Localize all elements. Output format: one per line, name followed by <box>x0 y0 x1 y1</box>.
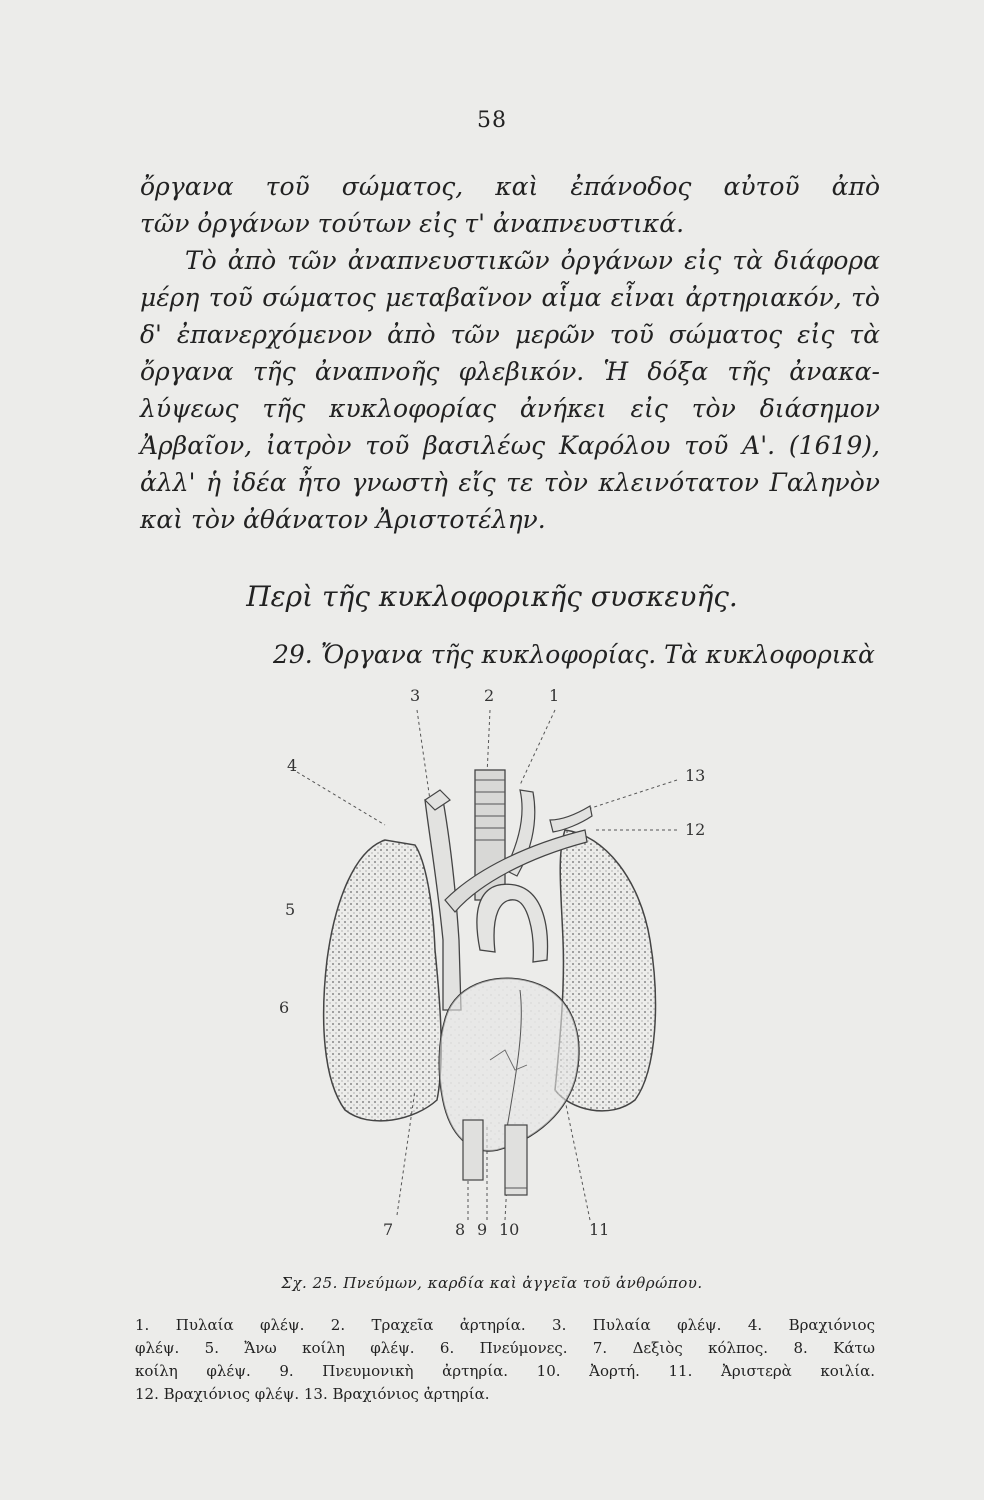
page-number: 58 <box>477 108 507 133</box>
figure-label: 4 <box>287 756 298 775</box>
legend-line: φλέψ. 5. Ἄνω κοίλη φλέψ. 6. Πνεύμονες. 7. Δεξιὸς κόλπος. 8. Κάτω <box>135 1339 875 1357</box>
legend-line: 12. Βραχιόνιος φλέψ. 13. Βραχιόνιος ἀρτηρία. <box>135 1385 490 1403</box>
body-text <box>140 168 880 538</box>
text-line: μέρη τοῦ σώματος μεταβαῖνον αἷμα εἶναι ἀρτηριακόν, τὸ <box>140 283 880 312</box>
legend-line: κοίλη φλέψ. 9. Πνευμονικὴ ἀρτηρία. 10. Ἀορτή. 11. Ἀριστερὰ κοιλία. <box>135 1362 875 1380</box>
figure-label: 12 <box>685 820 706 839</box>
section-heading: Περὶ τῆς κυκλοφορικῆς συσκευῆς. <box>246 580 738 613</box>
text-line: ἀλλ' ἡ ἰδέα ἦτο γνωστὴ εἴς τε τὸν κλεινότατον Γαληνὸν <box>140 468 880 497</box>
figure-label: 2 <box>484 686 495 705</box>
paragraph-continuation: Τὰ κυκλοφορικὰ <box>664 640 875 669</box>
figure-label: 13 <box>685 766 706 785</box>
text-line: ὄργανα τοῦ σώματος, καὶ ἐπάνοδος αὐτοῦ ἀπὸ <box>140 172 880 201</box>
text-line: Ἀρβαῖον, ἰατρὸν τοῦ βασιλέως Καρόλου τοῦ Α'. (1619), <box>140 431 880 460</box>
legend-line: 1. Πυλαία φλέψ. 2. Τραχεῖα ἀρτηρία. 3. Πυλαία φλέψ. 4. Βραχιόνιος <box>135 1316 875 1334</box>
text-line: Τὸ ἀπὸ τῶν ἀναπνευστικῶν ὀργάνων εἰς τὰ διάφορα <box>185 246 880 275</box>
figure-label: 6 <box>279 998 290 1017</box>
left-lung <box>324 840 442 1121</box>
figure-label: 5 <box>285 900 296 919</box>
anatomical-figure <box>265 680 745 1270</box>
heart-lungs-illustration <box>265 680 745 1270</box>
figure-caption: Σχ. 25. Πνεύμων, καρδία καὶ ἀγγεῖα τοῦ ἀνθρώπου. <box>281 1274 703 1292</box>
paragraph-title <box>273 640 873 669</box>
text-line: λύψεως τῆς κυκλοφορίας ἀνήκει εἰς τὸν διάσημον <box>140 394 880 423</box>
figure-label: 8 <box>455 1220 466 1239</box>
figure-label: 3 <box>410 686 421 705</box>
figure-label: 10 <box>499 1220 520 1239</box>
figure-label: 7 <box>383 1220 394 1239</box>
text-line: δ' ἐπανερχόμενον ἀπὸ τῶν μερῶν τοῦ σώματος εἰς τὰ <box>140 320 880 349</box>
figure-label: 1 <box>549 686 560 705</box>
text-line: τῶν ὀργάνων τούτων εἰς τ' ἀναπνευστικά. <box>140 209 685 238</box>
text-line: καὶ τὸν ἀθάνατον Ἀριστοτέλην. <box>140 505 546 534</box>
paragraph-title-text: Ὄργανα τῆς κυκλοφορίας. <box>320 640 657 669</box>
text-line: ὄργανα τῆς ἀναπνοῆς φλεβικόν. Ἡ δόξα τῆς ἀνακα- <box>140 357 880 386</box>
figure-label: 11 <box>589 1220 610 1239</box>
figure-legend <box>135 1314 875 1406</box>
figure-label: 9 <box>477 1220 488 1239</box>
paragraph-number: 29. <box>273 640 313 669</box>
